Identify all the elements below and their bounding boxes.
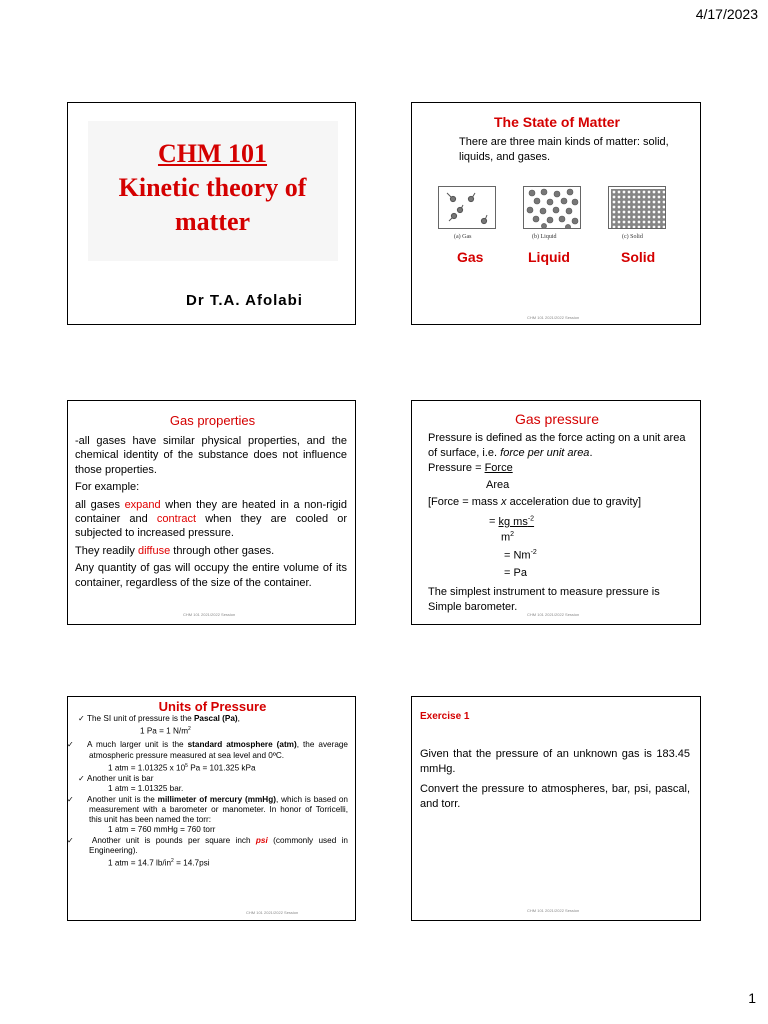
paragraph-volume: Any quantity of gas will occupy the entire volume of its container, regardless of the size of the container. [75,562,347,589]
convert-text: Convert the pressure to atmospheres, bar, psi, pascal, and torr. [420,783,690,810]
slide-gas-pressure [411,400,701,625]
barometer-text: The simplest instrument to measure pressure is Simple barometer. [428,586,660,613]
slide-footer: CHM 101 2021/2022 Session [527,315,580,320]
force-definition: [Force = mass x acceleration due to gravity] [428,496,642,508]
slide-heading: Gas properties [169,413,256,428]
equation-denominator: Area [486,479,510,491]
solid-caption: (c) Solid [622,234,643,240]
unit-pa: = Pa [504,567,527,579]
list-item: ✓ A much larger unit is the standard atmosphere (atm), the average atmospheric pressure measured at sea level and 0ºC. [67,740,348,760]
slide-heading: The State of Matter [493,114,620,130]
liquid-particles-image [524,187,581,229]
page-date: 4/17/2023 [695,6,758,22]
slide-heading: Units of Pressure [158,699,267,714]
check-icon: ✓ [67,835,74,845]
units-list: ✓ The SI unit of pressure is the Pascal (Pa), 1 Pa = 1 $N/m^2$ ✓ A much larger unit is the standard atmosphere (atm), the average atmospheric pressure measured at sea level and 0ºC. 1 atm = 1.01325 x $10^5$ Pa = 101.325 kPa ✓ Another unit is bar 1 atm = 1.01325 bar. ✓ Another unit is the millimeter of mercury (mmHg), which is based on measurement with a barometer or manometer. In honor of Torricelli, this unit has been named the torr: 1 atm = 760 mmHg = 760 torr ✓ Another unit is pounds per square inch psi (commonly used in Engineering). 1 atm = 14.7 $lb/in^2 = 14.7psi$ [67,714,348,869]
solid-diagram [608,186,666,229]
check-icon: ✓ [78,714,85,723]
paragraph-example: For example: [75,481,140,494]
list-item: ✓ Another unit is bar [78,773,154,783]
slide-exercise [411,696,701,921]
given-text: Given that the pressure of an unknown gas is 183.45 mmHg. [420,748,690,775]
paragraph-similar-properties: -all gases have similar physical properties, and the chemical identity of the substance does not influence those properties. [75,435,347,476]
liquid-diagram [523,186,581,229]
list-item: ✓ Another unit is pounds per square inch psi (commonly used in Engineering). [67,835,348,856]
pressure-definition: Pressure is defined as the force acting on a unit area of surface, i.e. force per unit area. [428,432,686,459]
slide-body [75,434,347,590]
check-icon: ✓ [67,794,74,804]
gas-label: Gas [457,249,484,265]
exercise-body [420,747,690,812]
slide-title [67,102,356,325]
slide-footer: CHM 101 2021/2022 Session [246,910,299,915]
course-code: CHM 101 [157,139,268,168]
check-icon: ✓ [78,773,85,783]
intro-text: There are three main kinds of matter: solid, liquids, and gases. [459,136,669,163]
paragraph-expand-contract: all gases expand when they are heated in a non-rigid container and contract when they are cooled or subjected to increased pressure. [75,498,348,540]
unit-kg-ms2: = kg $ms^{-2}$ [489,515,535,528]
slide-heading: Exercise 1 [420,711,470,722]
gas-particles-image [439,187,496,229]
slide-footer: CHM 101 2021/2022 Session [527,612,580,617]
solid-label: Solid [621,249,656,265]
list-item: ✓ Another unit is the millimeter of mercury (mmHg), which is based on measurement with a barometer or manometer. In honor of Torricelli, this unit has been named the torr: [67,794,348,825]
liquid-label: Liquid [528,249,570,265]
lecture-title-line1: Kinetic theory of [118,173,307,202]
author-name: Dr T.A. Afolabi [186,292,303,309]
lecture-title-line2: matter [174,207,251,236]
solid-particles-image [609,187,666,229]
liquid-caption: (b) Liquid [532,234,557,240]
check-icon: ✓ [67,740,74,750]
slide-footer: CHM 101 2021/2022 Session [183,612,236,617]
unit-m2: $m^2$ [501,531,515,544]
list-item: ✓ The SI unit of pressure is the Pascal (Pa), [78,714,240,723]
gas-diagram [438,186,496,229]
pressure-equation: Pressure = Force [428,462,513,474]
slide-footer: CHM 101 2021/2022 Session [527,908,580,913]
page-number: 1 [748,990,756,1006]
slide-state-of-matter [411,102,701,325]
slide-units-of-pressure [67,696,356,921]
gas-caption: (a) Gas [454,234,472,240]
unit-nm2: = $Nm^{-2}$ [504,549,537,562]
slide-heading: Gas pressure [514,411,600,427]
slide-gas-properties [67,400,356,625]
paragraph-diffuse: They readily diffuse through other gases. [75,544,275,557]
